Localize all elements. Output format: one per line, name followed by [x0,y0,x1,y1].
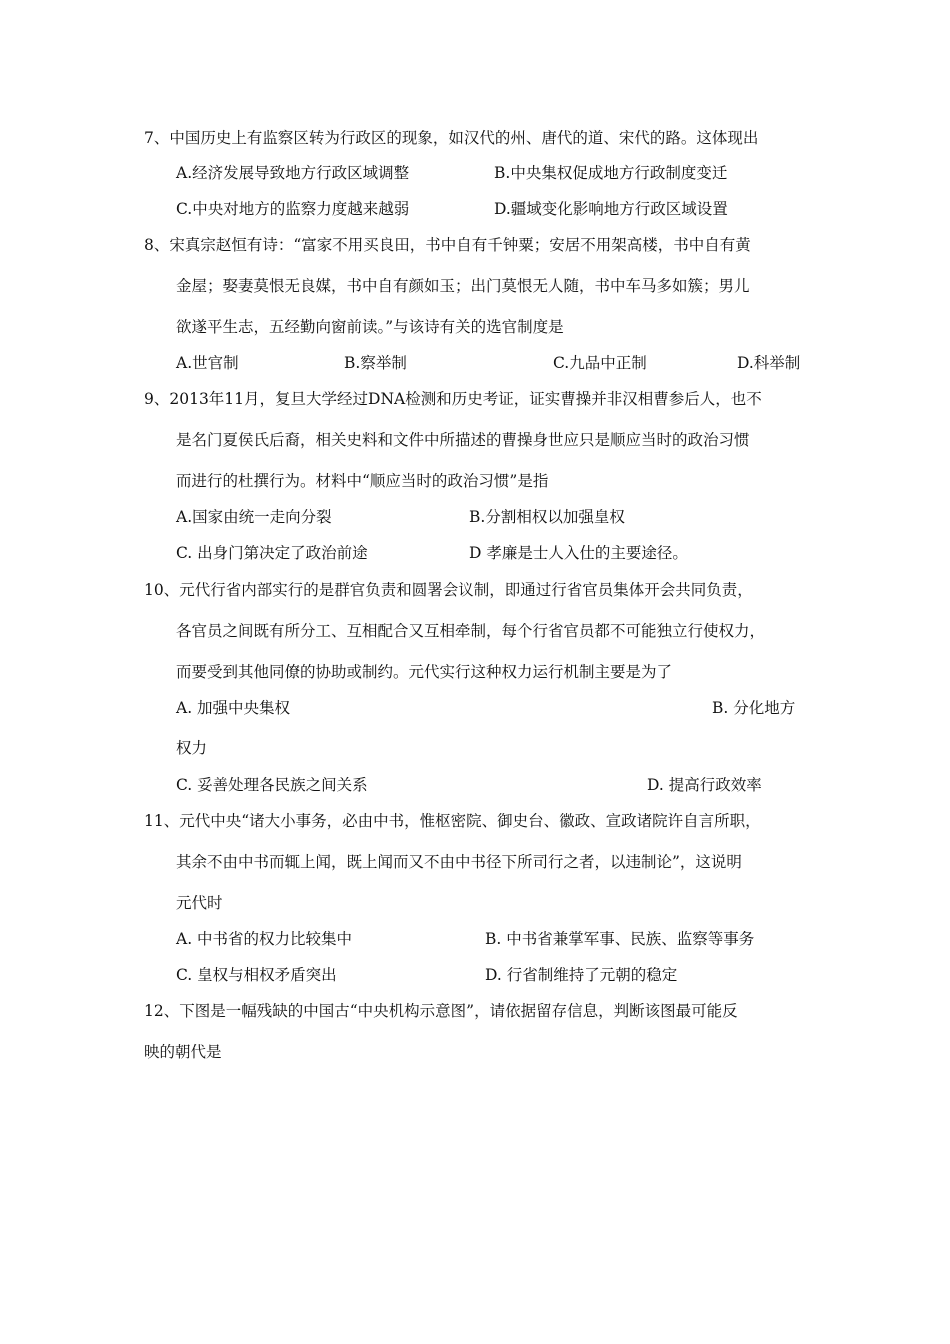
question-8-option-c: C.九品中正制 [553,354,647,372]
question-8-stem-line-3: 欲遂平生志，五经勤向窗前读。”与该诗有关的选官制度是 [176,318,564,336]
question-7-option-c: C.中央对地方的监察力度越来越弱 [176,200,410,218]
question-10-option-d: D. 提高行政效率 [647,776,762,794]
question-10-option-b: B. 分化地方 [712,699,796,717]
question-9-stem-line-1: 9、2013年11月，复旦大学经过DNA检测和历史考证，证实曹操并非汉相曹参后人，也不 [144,390,762,408]
question-10-option-b-continued: 权力 [176,739,208,757]
question-11-option-a: A. 中书省的权力比较集中 [176,930,353,948]
question-10-stem-line-2: 各官员之间既有所分工、互相配合又互相牵制，每个行省官员都不可能独立行使权力， [176,622,766,640]
question-12-stem-line-1: 12、下图是一幅残缺的中国古“中央机构示意图”，请依据留存信息，判断该图最可能反 [144,1002,738,1020]
question-11-option-c: C. 皇权与相权矛盾突出 [176,966,337,984]
question-8-option-b: B.察举制 [344,354,407,372]
question-7-option-a: A.经济发展导致地方行政区域调整 [176,164,410,182]
question-10-option-a: A. 加强中央集权 [176,699,291,717]
question-7-option-b: B.中央集权促成地方行政制度变迁 [494,164,728,182]
question-9-option-d: D 孝廉是士人入仕的主要途径。 [469,544,688,562]
question-9-stem-line-2: 是名门夏侯氏后裔，相关史料和文件中所描述的曹操身世应只是顺应当时的政治习惯 [176,431,750,449]
question-11-stem-line-1: 11、元代中央“诸大小事务，必由中书，惟枢密院、御史台、徽政、宣政诸院许自言所职， [144,812,761,830]
question-7-option-d: D.疆域变化影响地方行政区域设置 [494,200,728,218]
question-11-stem-line-2: 其余不由中书而辄上闻，既上闻而又不由中书径下所司行之者，以违制论”，这说明 [176,853,742,871]
question-11-option-b: B. 中书省兼掌军事、民族、监察等事务 [485,930,755,948]
question-9-stem-line-3: 而进行的杜撰行为。材料中“顺应当时的政治习惯”是指 [176,472,549,490]
question-10-stem-line-1: 10、元代行省内部实行的是群官负责和圆署会议制，即通过行省官员集体开会共同负责， [144,581,753,599]
question-10-option-c: C. 妥善处理各民族之间关系 [176,776,368,794]
question-9-option-c: C. 出身门第决定了政治前途 [176,544,368,562]
question-10-stem-line-3: 而要受到其他同僚的协助或制约。元代实行这种权力运行机制主要是为了 [176,663,673,681]
question-9-option-a: A.国家由统一走向分裂 [176,508,332,526]
question-8-option-a: A.世官制 [176,354,239,372]
question-8-option-d: D.科举制 [737,354,801,372]
question-11-option-d: D. 行省制维持了元朝的稳定 [485,966,678,984]
question-12-stem-line-2: 映的朝代是 [144,1043,222,1061]
question-7-stem-line-1: 7、中国历史上有监察区转为行政区的现象，如汉代的州、唐代的道、宋代的路。这体现出 [144,129,759,147]
question-9-option-b: B.分割相权以加强皇权 [469,508,625,526]
question-8-stem-line-2: 金屋；娶妻莫恨无良媒，书中自有颜如玉；出门莫恨无人随，书中车马多如簇；男儿 [176,277,750,295]
question-8-stem-line-1: 8、宋真宗赵恒有诗：“富家不用买良田，书中自有千钟粟；安居不用架高楼，书中自有黄 [144,236,751,254]
question-11-stem-line-3: 元代时 [176,894,223,912]
